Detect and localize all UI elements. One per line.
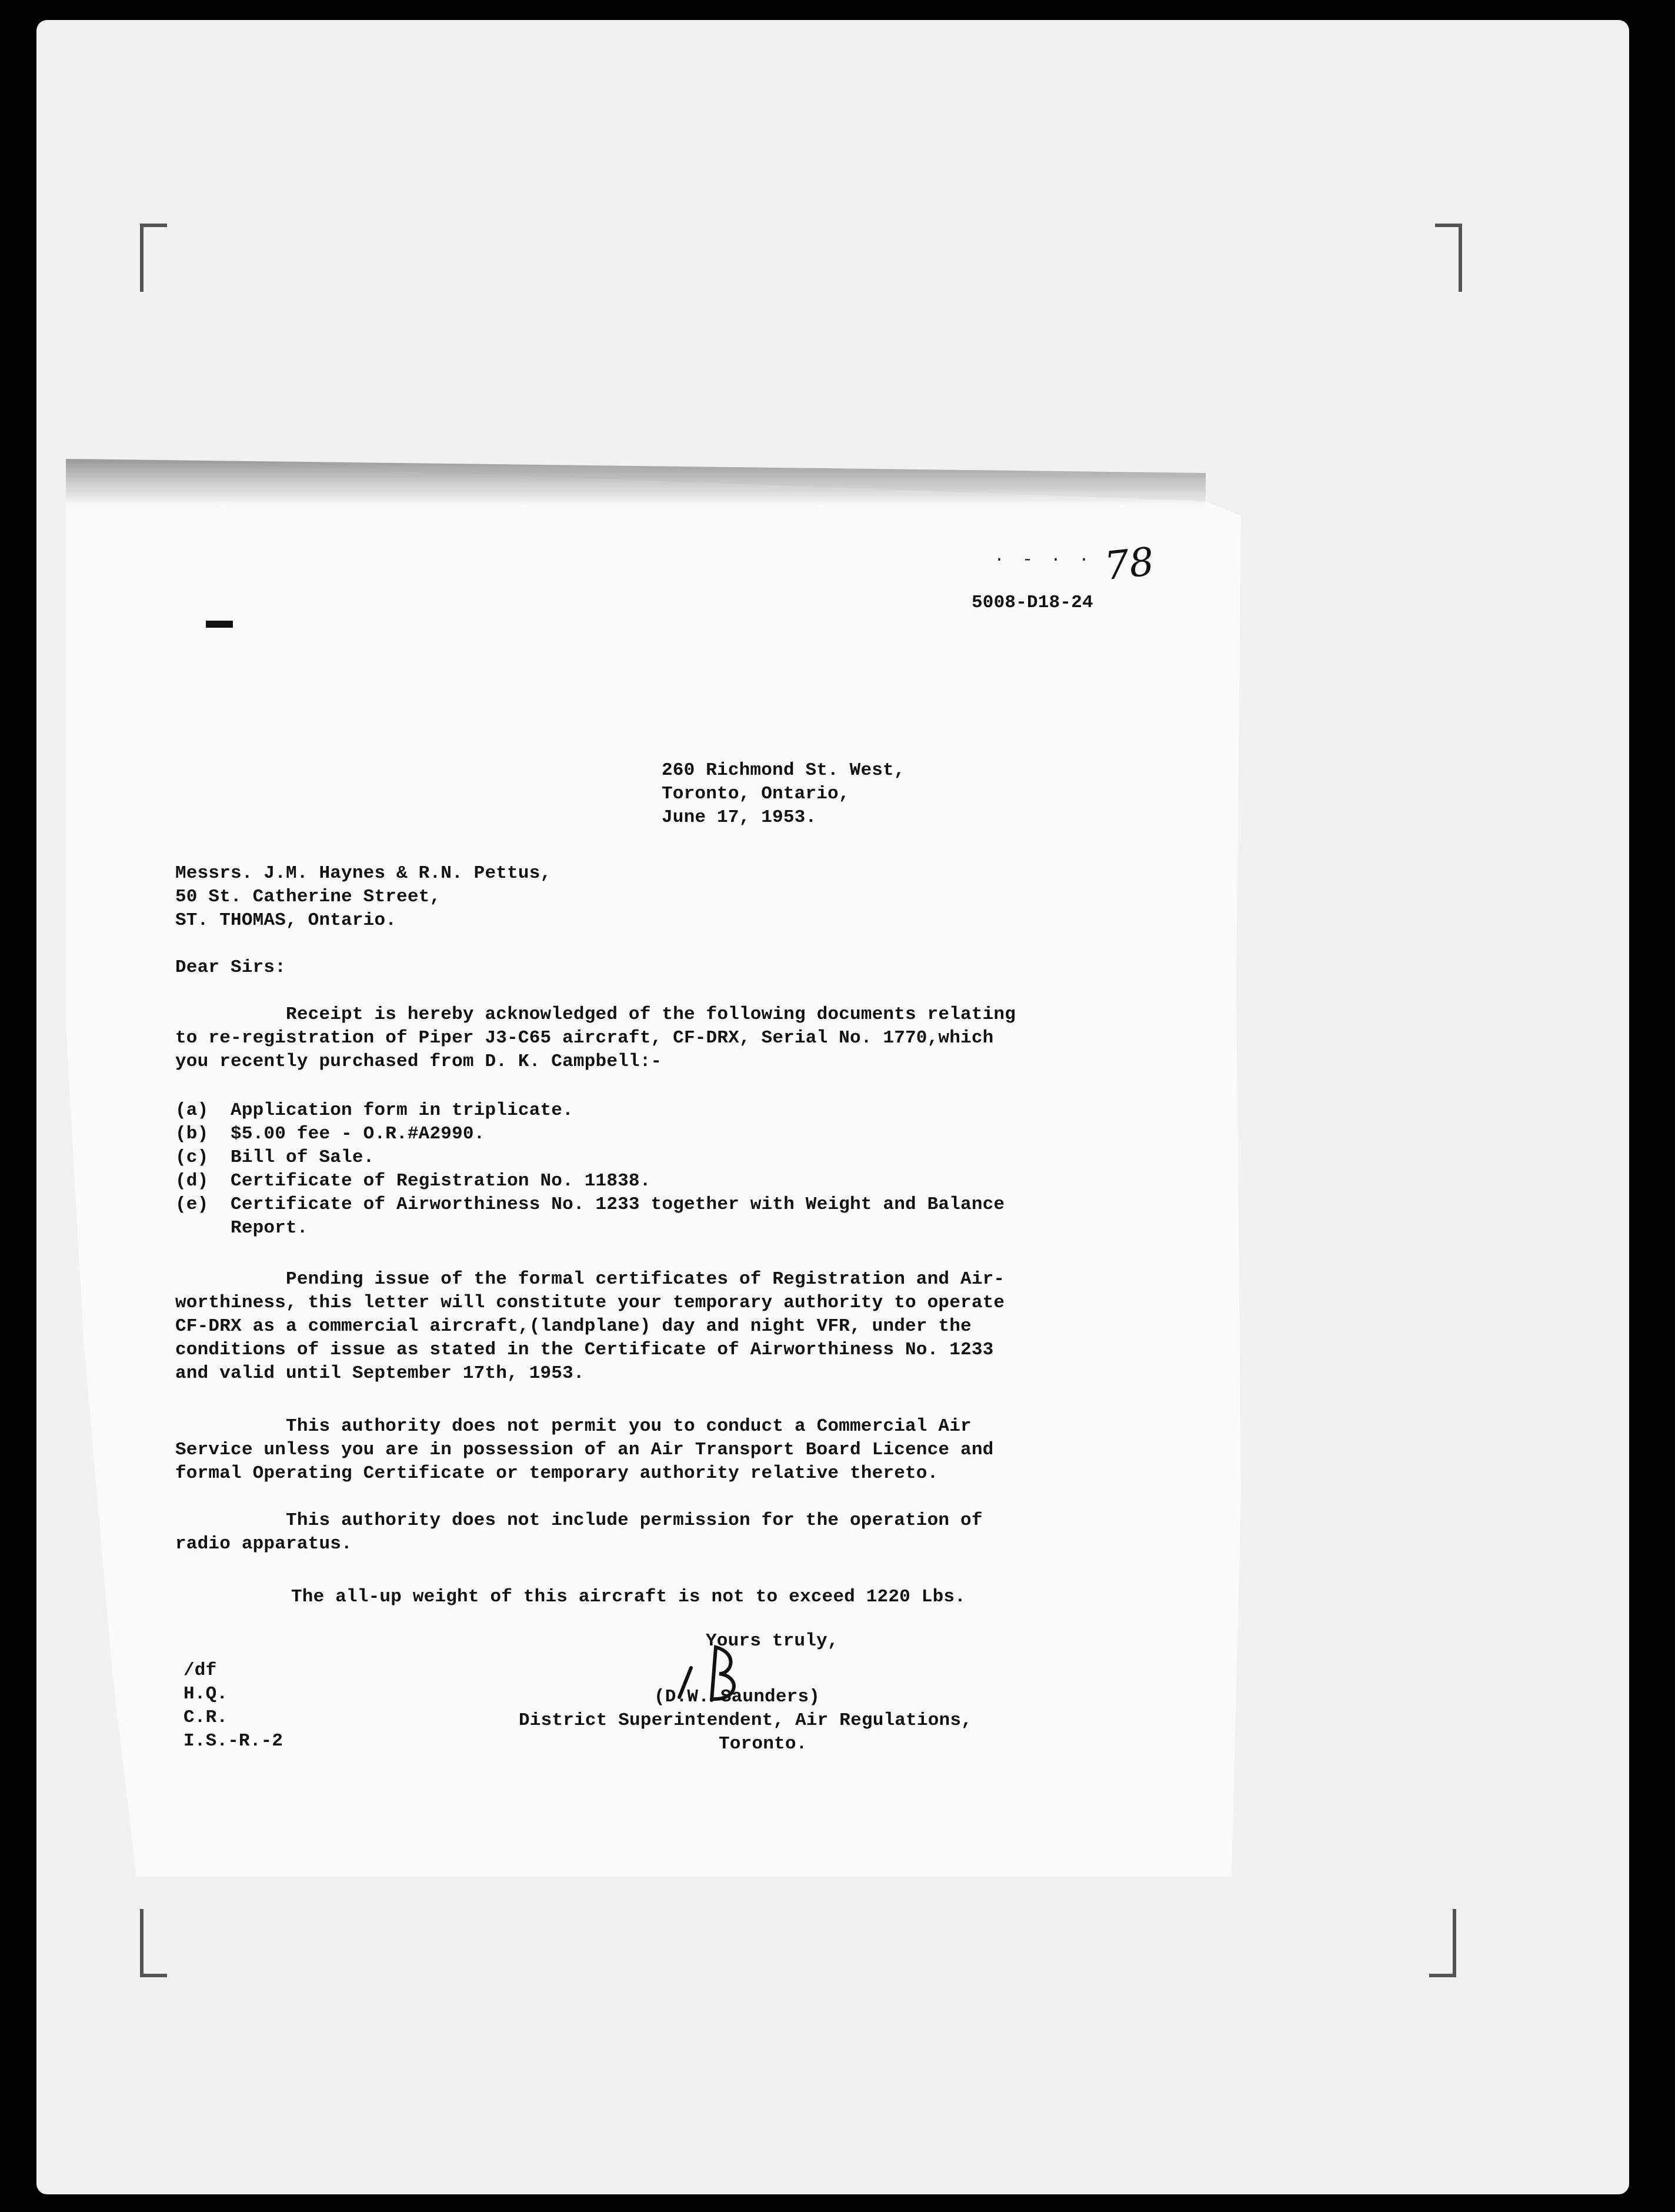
list-item: (b) $5.00 fee - O.R.#A2990. [175,1124,485,1144]
sender-address: 260 Richmond St. West, Toronto, Ontario, June 17, 1953. [662,760,905,828]
ink-smear [206,621,233,628]
crop-mark-bottom-right [1429,1909,1456,1977]
closing: Yours truly, [706,1631,839,1651]
pencil-marks: · - · · [994,550,1093,570]
paragraph-acknowledgement: Receipt is hereby acknowledged of the following documents relating to re-registration of Piper J3-C65 aircraft, CF-DRX, Serial No. 1770,which you recently purchased from D. K. Campbell:- [175,1004,1016,1072]
salutation: Dear Sirs: [175,957,286,978]
paragraph-commercial-service: This authority does not permit you to conduct a Commercial Air Service unless you are in possession of an Air Transport Board Licence and formal Operating Certificate or temporary authority relative thereto. [175,1416,994,1484]
signature-block: (D.W. Saunders) District Superintendent, Air Regulations, Toronto. [519,1687,972,1754]
handwritten-number: 78 [1102,538,1156,589]
crop-mark-top-right [1435,224,1462,292]
crop-mark-bottom-left [140,1909,167,1977]
paragraph-temporary-authority: Pending issue of the formal certificates of Registration and Air- worthiness, this letter will constitute your temporary authority to operate CF-DRX as a commercial aircraft,(landplane) day and night VFR, under the conditions of issue as stated in the Certificate of Airworthiness No. 1233 and valid until September 17th, 1953. [175,1269,1005,1384]
list-item: Report. [175,1218,308,1238]
file-reference: 5008-D18-24 [972,592,1093,613]
list-item: (a) Application form in triplicate. [175,1100,573,1121]
paragraph-radio: This authority does not include permission for the operation of radio apparatus. [175,1510,983,1554]
crop-mark-top-left [140,224,167,292]
list-item: (d) Certificate of Registration No. 11838. [175,1171,651,1191]
recipient-address: Messrs. J.M. Haynes & R.N. Pettus, 50 St. Catherine Street, ST. THOMAS, Ontario. [175,863,552,931]
documents-list [175,1099,1005,1240]
paragraph-weight-limit: The all-up weight of this aircraft is not to exceed 1220 Lbs. [291,1587,966,1607]
distribution-initials: /df H.Q. C.R. I.S.-R.-2 [183,1660,283,1751]
list-item: (e) Certificate of Airworthiness No. 1233 together with Weight and Balance [175,1194,1005,1215]
list-item: (c) Bill of Sale. [175,1147,375,1168]
